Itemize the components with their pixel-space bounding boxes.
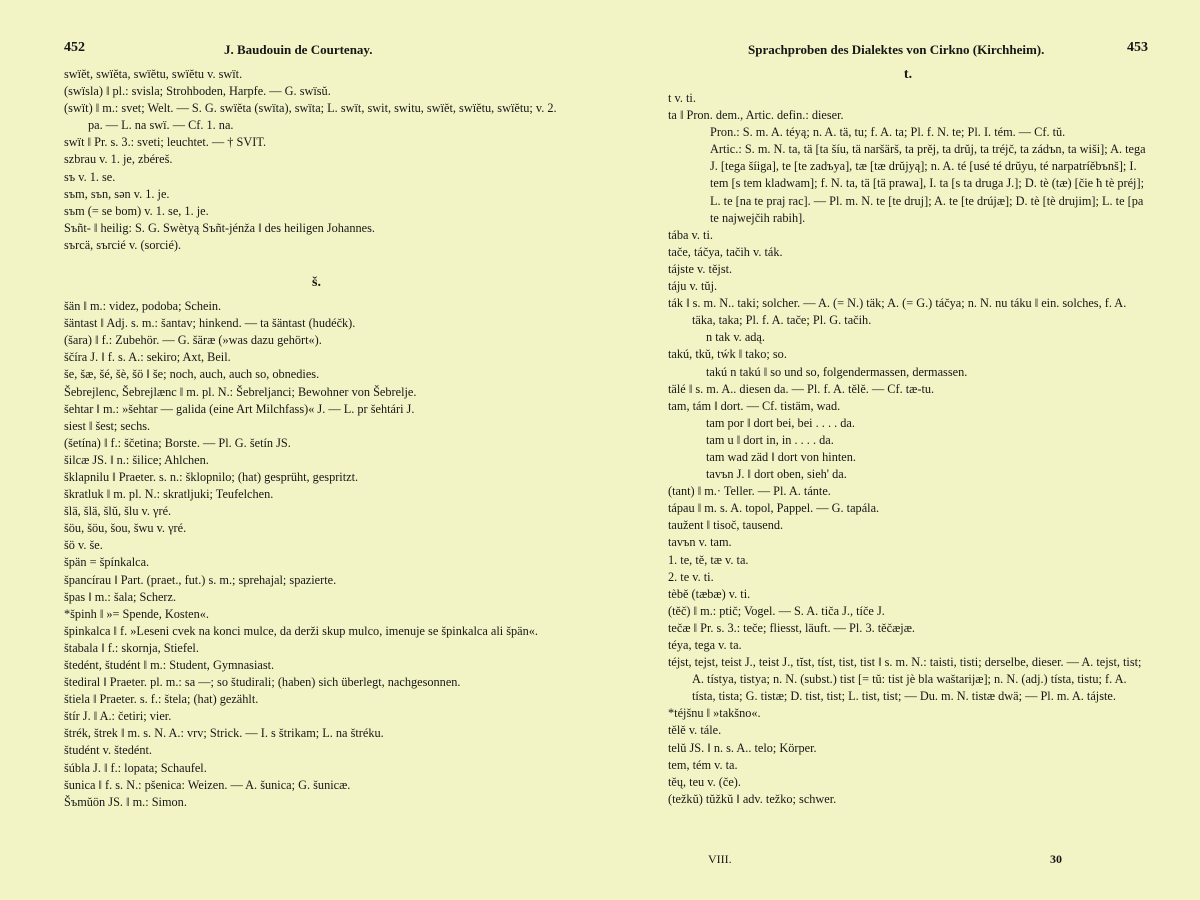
dictionary-entry: tèbě (tæbæ) v. ti. [668, 586, 751, 601]
dictionary-entry: sъrcä, sъrcié v. (sorcié). [64, 237, 182, 252]
dictionary-entry: tába v. ti. [668, 227, 713, 242]
right-page-number: 453 [1127, 40, 1148, 55]
dictionary-entry: těų, teu v. (če). [668, 774, 741, 789]
dictionary-entry: še, šæ, šé, šè, šö ‖ še; noch, auch, auch so, obnedies. [64, 367, 320, 382]
dictionary-entry: štrék, štrek ‖ m. s. N. A.: vrv; Strick. — I. s štrikam; L. na štréku. [64, 726, 384, 741]
dictionary-entry: (těč) ‖ m.: ptič; Vogel. — S. A. tiča J., tíče J. [668, 603, 885, 618]
dictionary-entry: tájste v. tějst. [668, 261, 733, 276]
section-letter-s-caron: š. [312, 275, 321, 291]
dictionary-entry: téjst, tejst, teist J., teist J., tĭst, tíst, tist, tist ‖ s. m. N.: taisti, tisti; derselbe, dieser. — A. tejst, tist; A. tístya, tistya; n. N. (subst.) tist [= tŭ: tist jè bla waštarijæ]; n. N. (adj.) tísta, tistu; f. A. tísta, tista; G. tistæ; D. tist, tist; L. tist, tist; — Du. m. N. tistæ dwä; — Pl. m. A. tájste. [668, 655, 1142, 704]
dictionary-entry: štediral ‖ Praeter. pl. m.: sa —; so študirali; (haben) sich überlegt, nachgesonnen. [64, 675, 461, 690]
dictionary-entry: špän = špínkalca. [64, 555, 150, 570]
dictionary-entry: (tant) ‖ m.· Teller. — Pl. A. tánte. [668, 484, 831, 499]
dictionary-entry: šúbla J. ‖ f.: lopata; Schaufel. [64, 760, 207, 775]
dictionary-entry: šän ‖ m.: videz, podoba; Schein. [64, 299, 222, 314]
dictionary-entry: Pron.: S. m. A. téyą; n. A. tä, tu; f. A. ta; Pl. f. N. te; Pl. I. tém. — Cf. tŭ. [710, 125, 1066, 140]
dictionary-entry: Artic.: S. m. N. ta, tä [ta šíu, tä naršärš, ta prěj, ta drŭj, ta tréjč, ta zádъn, ta wiši]; A. tega J. [tega šíiga], te [te zadъya], tæ [tæ drŭjyą]; n. A. té [usé té drŭyu, té narpatríěbъnš]; I. tem [s tem kladwam]; f. N. ta, tä [tä prawa], I. ta [s ta druga J.]; D. tè (tæ) [čie ћ tè préj]; L. te [na te praj rac]. — Pl. m. N. te [te druj]; A. te [te drújæ]; D. tè [tè drujim]; L. te [pa te najwejčih rabih]. [710, 142, 1146, 225]
left-running-title: J. Baudouin de Courtenay. [224, 42, 373, 57]
dictionary-entry: šlä, šlä, šlŭ, šlu v. γré. [64, 504, 172, 519]
dictionary-entry: tam u ‖ dort in, in . . . . da. [706, 432, 834, 447]
dictionary-entry: Sъñt- ‖ heilig: S. G. Swètyą Sъñt-jénža ‖ des heiligen Johannes. [64, 220, 375, 235]
dictionary-entry: taužent ‖ tisoč, tausend. [668, 518, 784, 533]
dictionary-entry: ta ‖ Pron. dem., Artic. defin.: dieser. [668, 108, 844, 123]
right-page-header [668, 40, 1148, 66]
dictionary-entry: 2. te v. ti. [668, 569, 714, 584]
dictionary-entry: tavъn v. tam. [668, 535, 732, 550]
dictionary-entry: štabala ‖ f.: skornja, Stiefel. [64, 640, 199, 655]
dictionary-entry: tavъn J. ‖ dort oben, sieh' da. [706, 467, 847, 482]
dictionary-entry: ščíra J. ‖ f. s. A.: sekiro; Axt, Beil. [64, 350, 231, 365]
dictionary-entry: t v. ti. [668, 91, 696, 105]
dictionary-entry: ták ‖ s. m. N.. taki; solcher. — A. (= N.) täk; A. (= G.) táčya; n. N. nu táku ‖ ein. solches, f. A. täka, taka; Pl. f. A. tače; Pl. G. tačih. [668, 296, 1127, 328]
dictionary-entry: tem, tém v. ta. [668, 757, 738, 772]
dictionary-entry: šöu, šöu, šou, šwu v. γré. [64, 521, 187, 536]
dictionary-entry: šilcæ JS. ‖ n.: šilice; Ahlchen. [64, 452, 209, 467]
dictionary-entry: štír J. ‖ A.: četiri; vier. [64, 709, 172, 724]
dictionary-entry: šklapnilu ‖ Praeter. s. n.: šklopnilo; (hat) gesprüht, gespritzt. [64, 469, 359, 484]
dictionary-entry: swïĕt, swïĕta, swïĕtu, swïĕtu v. swït. [64, 67, 243, 81]
dictionary-entry: štedént, študént ‖ m.: Student, Gymnasiast. [64, 658, 275, 672]
dictionary-entry: n tak v. adą. [706, 330, 765, 345]
dictionary-entry: šäntast ‖ Adj. s. m.: šantav; hinkend. — ta šäntast (hudéčk). [64, 316, 356, 331]
right-page [668, 40, 1148, 866]
dictionary-entry: (swïsla) ‖ pl.: svisla; Strohboden, Harpfe. — G. swïsŭ. [64, 84, 331, 99]
dictionary-entry: telŭ JS. ‖ n. s. A.. telo; Körper. [668, 740, 817, 755]
left-page [64, 40, 569, 811]
dictionary-entry: tam wad zäd ‖ dort von hinten. [706, 449, 856, 464]
left-page-number: 452 [64, 40, 85, 55]
dictionary-entry: tälé ‖ s. m. A.. diesen da. — Pl. f. A. tělě. — Cf. tæ-tu. [668, 381, 935, 396]
dictionary-entry: tam, tám ‖ dort. — Cf. tistäm, wad. [668, 398, 841, 413]
dictionary-entry: (težkŭ) tŭžkŭ ‖ adv. težko; schwer. [668, 791, 837, 806]
right-entries [668, 66, 1148, 808]
dictionary-entry: *špinh ‖ »= Spende, Kosten«. [64, 606, 209, 621]
dictionary-entry: takú n takú ‖ so und so, folgendermassen, dermassen. [706, 364, 968, 379]
dictionary-entry: tečæ ‖ Pr. s. 3.: teče; fliesst, läuft. — Pl. 3. těčæjæ. [668, 620, 915, 635]
dictionary-entry: šehtar ‖ m.: »šehtar — galida (eine Art Milchfass)« J. — L. pr šehtári J. [64, 401, 415, 416]
dictionary-entry: Šъmŭön JS. ‖ m.: Simon. [64, 794, 187, 809]
dictionary-entry: sъm, sъn, sǝn v. 1. je. [64, 186, 170, 201]
dictionary-entry: tače, táčya, tačih v. ták. [668, 244, 783, 259]
dictionary-entry: swït ‖ Pr. s. 3.: sveti; leuchtet. — † SVIT. [64, 135, 267, 150]
section-letter-t: t. [903, 67, 913, 82]
dictionary-entry: šö v. še. [64, 538, 103, 553]
signature-mark: VIII. [708, 852, 732, 866]
dictionary-entry: 1. te, tě, tæ v. ta. [668, 552, 749, 567]
dictionary-entry: študént v. štedént. [64, 743, 152, 758]
right-running-title: Sprachproben des Dialektes von Cirkno (Kirchheim). [748, 42, 1045, 57]
dictionary-entry: štiela ‖ Praeter. s. f.: štela; (hat) gezählt. [64, 692, 259, 707]
sheet-number: 30 [1050, 852, 1062, 866]
dictionary-entry: (šara) ‖ f.: Zubehör. — G. šäræ (»was dazu gehört«). [64, 333, 322, 348]
dictionary-entry: takú, tkŭ, tẃk ‖ tako; so. [668, 347, 787, 362]
dictionary-entry: téya, tega v. ta. [668, 638, 742, 652]
dictionary-entry: táju v. tŭj. [668, 279, 718, 294]
dictionary-entry: šunica ‖ f. s. N.: pšenica: Weizen. — A. šunica; G. šunicæ. [64, 777, 351, 792]
dictionary-entry: *téjšnu ‖ »takšno«. [668, 706, 761, 721]
dictionary-entry: sъ v. 1. se. [64, 169, 116, 184]
dictionary-entry: szbrau v. 1. je, zbéreš. [64, 152, 173, 167]
dictionary-entry: tápau ‖ m. s. A. topol, Pappel. — G. tapála. [668, 501, 880, 516]
dictionary-entry: škratluk ‖ m. pl. N.: skratljuki; Teufelchen. [64, 487, 274, 502]
dictionary-entry: (šetína) ‖ f.: ščetina; Borste. — Pl. G. šetín JS. [64, 435, 291, 450]
dictionary-entry: Šebrejlenc, Šebrejlænc ‖ m. pl. N.: Šebreljanci; Bewohner von Šebrelje. [64, 384, 417, 399]
dictionary-entry: špancírau ‖ Part. (praet., fut.) s. m.; sprehajal; spazierte. [64, 572, 337, 587]
dictionary-entry: špas ‖ m.: šala; Scherz. [64, 589, 177, 604]
dictionary-entry: siest ‖ šest; sechs. [64, 418, 151, 433]
left-page-header [64, 40, 569, 66]
dictionary-entry: (swït) ‖ m.: svet; Welt. — S. G. swïĕta (swïta), swïta; L. swït, swit, switu, swïĕt, swïĕtu, swïĕtu; v. 2. pa. — L. na swï. — Cf. 1. na. [64, 101, 557, 133]
dictionary-entry: tělě v. tále. [668, 723, 722, 738]
left-entries [64, 66, 569, 811]
dictionary-entry: tam por ‖ dort bei, bei . . . . da. [706, 415, 855, 430]
dictionary-entry: špinkalca ‖ f. »Leseni cvek na konci mulce, da derži skup mulco, imenuje se špinkalca ali špän«. [64, 623, 539, 638]
dictionary-entry: sъm (= se bom) v. 1. se, 1. je. [64, 203, 209, 218]
right-entry-list [668, 90, 1148, 808]
